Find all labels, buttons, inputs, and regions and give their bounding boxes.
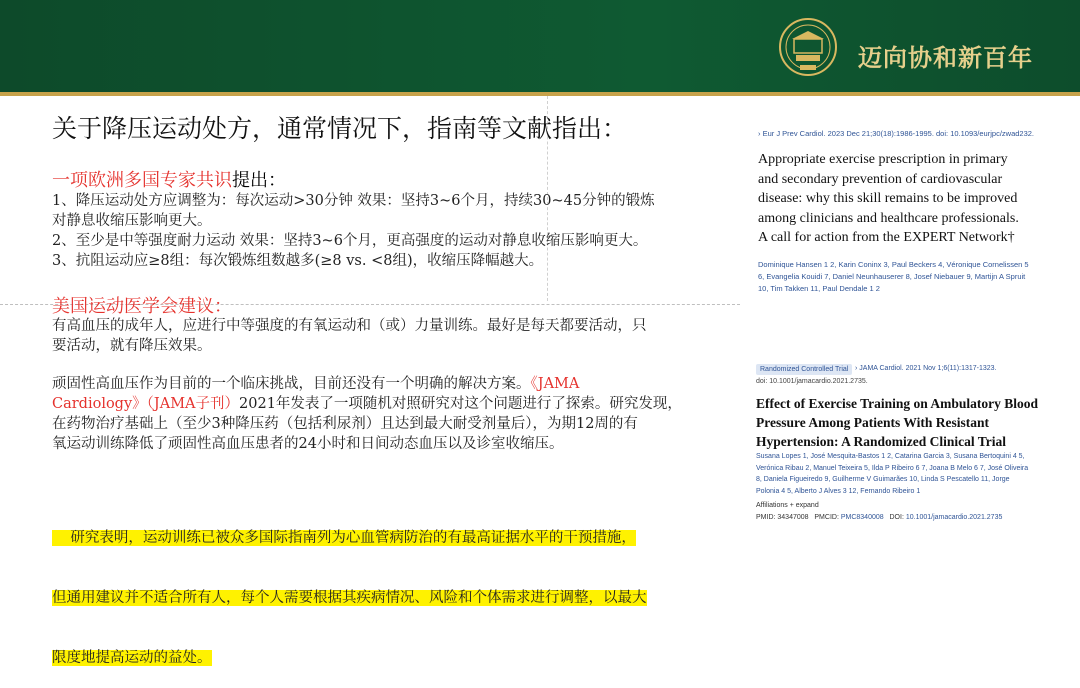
highlight-line: 但通用建议并不适合所有人，每个人需要根据其疾病情况、风险和个体需求进行调整，以最大 bbox=[52, 590, 647, 606]
section2-line: 要活动，就有降压效果。 bbox=[52, 338, 212, 354]
section3-line bbox=[52, 394, 732, 414]
section2-body bbox=[52, 316, 732, 356]
citation1-source-link[interactable]: › Eur J Prev Cardiol. 2023 Dec 21;30(18):1986-1995. doi: 10.1093/eurjpc/zwad232. bbox=[758, 129, 1035, 138]
section1-line: 对静息收缩压影响更大。 bbox=[52, 213, 212, 229]
section3-body bbox=[52, 374, 732, 454]
section1-line: 2、至少是中等强度耐力运动 效果：坚持3~6个月，更高强度的运动对静息收缩压影响更大。 bbox=[52, 233, 648, 249]
citation2-doi: doi: 10.1001/jamacardio.2021.2735. bbox=[756, 378, 868, 385]
publication-type-badge[interactable]: Randomized Controlled Trial bbox=[756, 364, 852, 375]
section3-text: 顽固性高血压作为目前的一个临床挑战，目前还没有一个明确的解决方案。 bbox=[52, 376, 531, 392]
section3-line: 氧运动训练降低了顽固性高血压患者的24小时和日间动态血压以及诊室收缩压。 bbox=[52, 436, 564, 452]
section3-text: 2021年发表了一项随机对照研究对这个问题进行了探索。研究发现， bbox=[239, 396, 682, 412]
citation1-title: Appropriate exercise prescription in primary and secondary prevention of cardiovascular disease: why this skill remains to be improved among clinicians and healthcare professionals. A call for action from the EXPERT Network† bbox=[758, 152, 1019, 245]
hospital-logo bbox=[778, 17, 838, 77]
highlight-conclusion bbox=[52, 488, 732, 688]
section1-heading-rest: 提出： bbox=[232, 170, 286, 191]
section1-line: 1、降压运动处方应调整为：每次运动>30分钟 效果：坚持3~6个月，持续30~45分钟的锻炼 bbox=[52, 193, 655, 209]
citation2-authors[interactable]: Susana Lopes 1, José Mesquita-Bastos 1 2, Catarina Garcia 3, Susana Bertoquini 4 5, Verónica Ribau 2, Manuel Teixeira 5, Ilda P Ribeiro 6 7, Joana B Melo 6 7, José Oliveira 8, Daniela Figueiredo 9, Guilherme V Guimarães 10, Linda S Pescatello 11, Jorge Polonia 4 5, Alberto J Alves 3 12, Fernando Ribeiro 1 bbox=[756, 453, 1029, 495]
section3-line: 在药物治疗基础上（至少3种降压药（包括利尿剂）且达到最大耐受剂量后），为期12周的有 bbox=[52, 416, 638, 432]
pmcid-label: PMCID: bbox=[814, 514, 841, 521]
banner-divider bbox=[0, 92, 1080, 96]
section1-heading bbox=[52, 166, 286, 192]
page-title: 关于降压运动处方，通常情况下，指南等文献指出： bbox=[52, 114, 628, 143]
pmid: PMID: 34347008 bbox=[756, 514, 809, 521]
pmcid-link[interactable]: PMC8340008 bbox=[840, 514, 884, 521]
section1-body bbox=[52, 191, 732, 271]
citation2-source-link[interactable]: › JAMA Cardiol. 2021 Nov 1;6(11):1317-1323. bbox=[855, 365, 997, 372]
section3-line bbox=[52, 374, 732, 394]
slogan: 迈向协和新百年 bbox=[858, 43, 1033, 72]
journal-name: 《JAMA bbox=[530, 376, 580, 392]
section2-line: 有高血压的成年人，应进行中等强度的有氧运动和（或）力量训练。最好是每天都要活动，只 bbox=[52, 318, 647, 334]
highlight-line: 研究表明，运动训练已被众多国际指南列为心血管病防治的有最高证据水平的干预措施， bbox=[52, 530, 636, 546]
citation2-title: Effect of Exercise Training on Ambulatory Blood Pressure Among Patients With Resistant Hypertension: A Randomized Clinical Trial bbox=[756, 396, 1038, 449]
highlight-line: 限度地提高运动的益处。 bbox=[52, 650, 212, 666]
journal-name-cont: Cardiology》（JAMA子刊） bbox=[52, 396, 240, 412]
doi-label: DOI: bbox=[889, 514, 906, 521]
section2-heading: 美国运动医学会建议： bbox=[52, 296, 232, 317]
citation2-identifiers bbox=[756, 514, 1002, 521]
affiliations-expand[interactable]: Affiliations + expand bbox=[756, 502, 819, 509]
doi-link[interactable]: 10.1001/jamacardio.2021.2735 bbox=[905, 514, 1003, 521]
section1-line: 3、抗阻运动应≥8组：每次锻炼组数越多(≥8 vs. <8组)，收缩压降幅越大。 bbox=[52, 253, 544, 269]
section1-heading-red: 一项欧洲多国专家共识 bbox=[52, 170, 232, 191]
citation1-authors[interactable]: Dominique Hansen 1 2, Karin Coninx 3, Paul Beckers 4, Véronique Cornelissen 5 6, Evangelia Kouidi 7, Daniel Neunhauserer 8, Josef Niebauer 9, Martijn A Spruit 10, Tim Takken 11, Paul Dendale 1 2 bbox=[758, 260, 1029, 293]
